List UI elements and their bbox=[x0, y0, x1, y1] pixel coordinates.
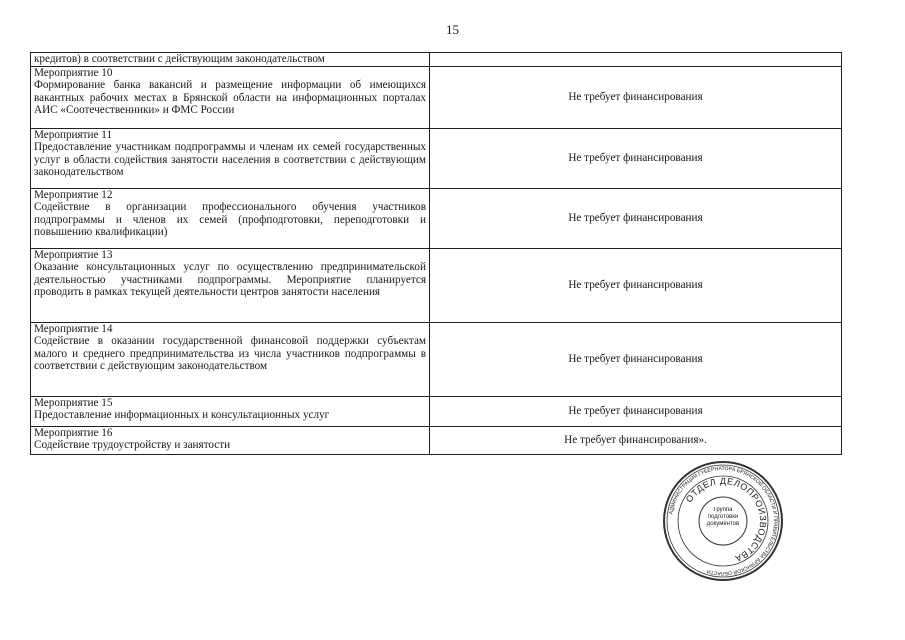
table-row bbox=[31, 427, 842, 455]
table-row bbox=[31, 323, 842, 397]
activity-title: Мероприятие 10 bbox=[34, 67, 113, 79]
funding-cell: Не требует финансирования bbox=[430, 67, 842, 129]
activity-title: Мероприятие 12 bbox=[34, 189, 113, 201]
activity-description bbox=[31, 427, 430, 455]
table-row bbox=[31, 189, 842, 249]
activity-title: Мероприятие 15 bbox=[34, 397, 113, 409]
funding-cell: Не требует финансирования bbox=[430, 323, 842, 397]
activity-text: Предоставление информационных и консультационных услуг bbox=[34, 409, 330, 422]
table-row bbox=[31, 67, 842, 129]
activity-description bbox=[31, 397, 430, 427]
activity-description bbox=[31, 129, 430, 189]
stamp-center-text: Группа подготовки документов bbox=[706, 507, 740, 528]
activity-description bbox=[31, 67, 430, 129]
stamp-seal bbox=[662, 460, 784, 582]
funding-cell bbox=[430, 53, 842, 67]
activity-title: Мероприятие 14 bbox=[34, 323, 113, 335]
funding-cell: Не требует финансирования». bbox=[430, 427, 842, 455]
table-row bbox=[31, 53, 842, 67]
activity-title: Мероприятие 16 bbox=[34, 427, 113, 439]
page-number: 15 bbox=[446, 22, 459, 37]
activity-title: Мероприятие 13 bbox=[34, 249, 113, 261]
funding-cell: Не требует финансирования bbox=[430, 189, 842, 249]
activity-description bbox=[31, 249, 430, 323]
stamp-middle-text: ОТДЕЛ ДЕЛОПРОИЗВОДСТВА bbox=[683, 475, 769, 564]
activity-title: Мероприятие 11 bbox=[34, 129, 113, 141]
activity-text: Содействие в оказании государственной финансовой поддержки субъектам малого и среднего предпринимательства из числа участников подпрограммы в соответствии с действующим законодательством bbox=[34, 335, 426, 373]
table-row bbox=[31, 397, 842, 427]
table-row bbox=[31, 249, 842, 323]
table-row bbox=[31, 129, 842, 189]
funding-cell: Не требует финансирования bbox=[430, 397, 842, 427]
activities-table bbox=[30, 52, 842, 455]
activity-text: Оказание консультационных услуг по осуществлению предпринимательской деятельностью участниками подпрограммы. Мероприятие планируется проводить в рамках текущей деятельности центров занятости населения bbox=[34, 261, 426, 299]
activity-text: Содействие трудоустройству и занятости bbox=[34, 439, 231, 452]
funding-cell: Не требует финансирования bbox=[430, 249, 842, 323]
activity-description bbox=[31, 53, 430, 67]
activity-text: Формирование банка вакансий и размещение информации об имеющихся вакантных рабочих местах в Брянской области на информационных порталах АИС «Соотечественники» и ФМС России bbox=[34, 79, 426, 117]
activity-text: кредитов) в соответствии с действующим законодательством bbox=[34, 53, 325, 65]
activity-description bbox=[31, 323, 430, 397]
activity-text: Предоставление участникам подпрограммы и членам их семей государственных услуг в области содействия занятости населения в соответствии с действующим законодательством bbox=[34, 141, 426, 179]
activity-text: Содействие в организации профессионального обучения участников подпрограммы и членов их семей (профподготовки, переподготовки и повышению квалификации) bbox=[34, 201, 426, 239]
stamp-outer-text: АДМИНИСТРАЦИЯ ГУБЕРНАТОРА БРЯНСКОЙ ОБЛАСТИ И ПРАВИТЕЛЬСТВА БРЯНСКОЙ ОБЛАСТИ bbox=[668, 465, 779, 577]
funding-cell: Не требует финансирования bbox=[430, 129, 842, 189]
department-stamp bbox=[662, 460, 784, 582]
activity-description bbox=[31, 189, 430, 249]
